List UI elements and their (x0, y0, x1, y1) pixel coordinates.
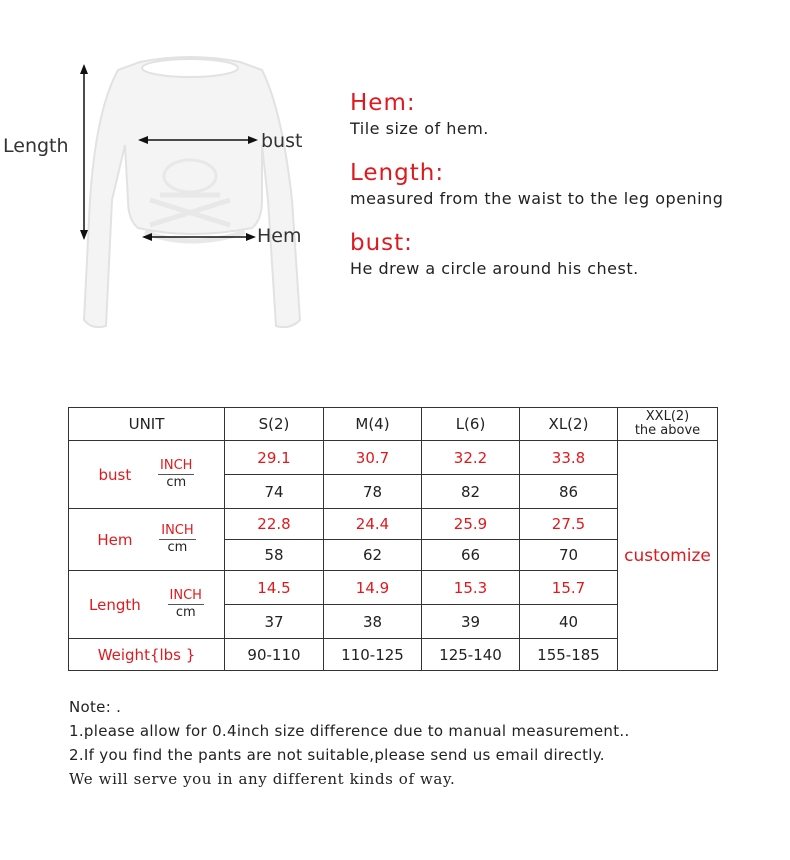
note-line-2: 2.If you find the pants are not suitable,please send us email directly. (69, 746, 605, 764)
table-cell: 24.4 (324, 509, 422, 540)
table-cell: 58 (225, 540, 324, 571)
cm-unit: cm (166, 475, 187, 490)
size-header-xl: XL(2) (520, 408, 618, 441)
table-cell: 39 (422, 605, 520, 639)
customize-cell: customize (618, 441, 718, 671)
table-cell: 22.8 (225, 509, 324, 540)
table-cell: 62 (324, 540, 422, 571)
inch-unit: INCH (169, 588, 202, 603)
xxl-sublabel: the above (634, 423, 701, 438)
table-cell: 90-110 (225, 639, 324, 671)
table-cell: 70 (520, 540, 618, 571)
table-cell: 125-140 (422, 639, 520, 671)
hem-description: Tile size of hem. (350, 119, 489, 138)
table-cell: 30.7 (324, 441, 422, 475)
note-line-3: We will serve you in any different kinds of way. (69, 770, 456, 788)
table-cell: 14.9 (324, 571, 422, 605)
table-cell: 155-185 (520, 639, 618, 671)
table-cell: 29.1 (225, 441, 324, 475)
hem-row-label (69, 509, 225, 571)
hem-heading: Hem: (350, 90, 416, 116)
size-header-xxl (618, 408, 718, 441)
inch-unit: INCH (160, 458, 193, 473)
unit-fraction (159, 523, 195, 556)
inch-unit: INCH (161, 523, 194, 538)
size-header-m: M(4) (324, 408, 422, 441)
table-cell: 37 (225, 605, 324, 639)
table-header-row (69, 408, 718, 441)
length-label: Length (3, 135, 69, 157)
size-chart-table (68, 407, 718, 671)
table-cell: 66 (422, 540, 520, 571)
table-cell: 27.5 (520, 509, 618, 540)
table-cell: 110-125 (324, 639, 422, 671)
bust-row-label (69, 441, 225, 509)
hem-label: Hem (257, 225, 302, 247)
notes-title: Note: . (69, 698, 122, 716)
table-cell: 38 (324, 605, 422, 639)
table-row (69, 441, 718, 475)
length-heading: Length: (350, 160, 445, 186)
crop-top-illustration (0, 50, 330, 340)
size-header-l: L(6) (422, 408, 520, 441)
unit-fraction (168, 588, 204, 621)
length-row-name: Length (89, 595, 141, 614)
hem-row-name: Hem (97, 530, 133, 549)
weight-row-label: Weight{lbs } (69, 639, 225, 671)
length-description: measured from the waist to the leg opening (350, 189, 724, 208)
table-cell: 86 (520, 475, 618, 509)
size-header-s: S(2) (225, 408, 324, 441)
bust-row-name: bust (98, 465, 132, 484)
table-cell: 74 (225, 475, 324, 509)
note-line-1: 1.please allow for 0.4inch size difference due to manual measurement.. (69, 722, 630, 740)
garment-diagram (0, 50, 330, 340)
table-cell: 33.8 (520, 441, 618, 475)
bust-description: He drew a circle around his chest. (350, 259, 639, 278)
unit-header: UNIT (69, 408, 225, 441)
table-cell: 15.3 (422, 571, 520, 605)
measurement-definitions (350, 88, 780, 298)
table-cell: 25.9 (422, 509, 520, 540)
table-cell: 15.7 (520, 571, 618, 605)
cm-unit: cm (175, 605, 196, 620)
xxl-label: XXL(2) (645, 409, 690, 424)
table-cell: 82 (422, 475, 520, 509)
table-cell: 40 (520, 605, 618, 639)
table-cell: 14.5 (225, 571, 324, 605)
notes-section (69, 695, 769, 791)
unit-fraction (158, 458, 194, 491)
length-row-label (69, 571, 225, 639)
bust-label: bust (261, 130, 303, 152)
cm-unit: cm (167, 540, 188, 555)
bust-heading: bust: (350, 230, 413, 256)
table-cell: 78 (324, 475, 422, 509)
table-cell: 32.2 (422, 441, 520, 475)
